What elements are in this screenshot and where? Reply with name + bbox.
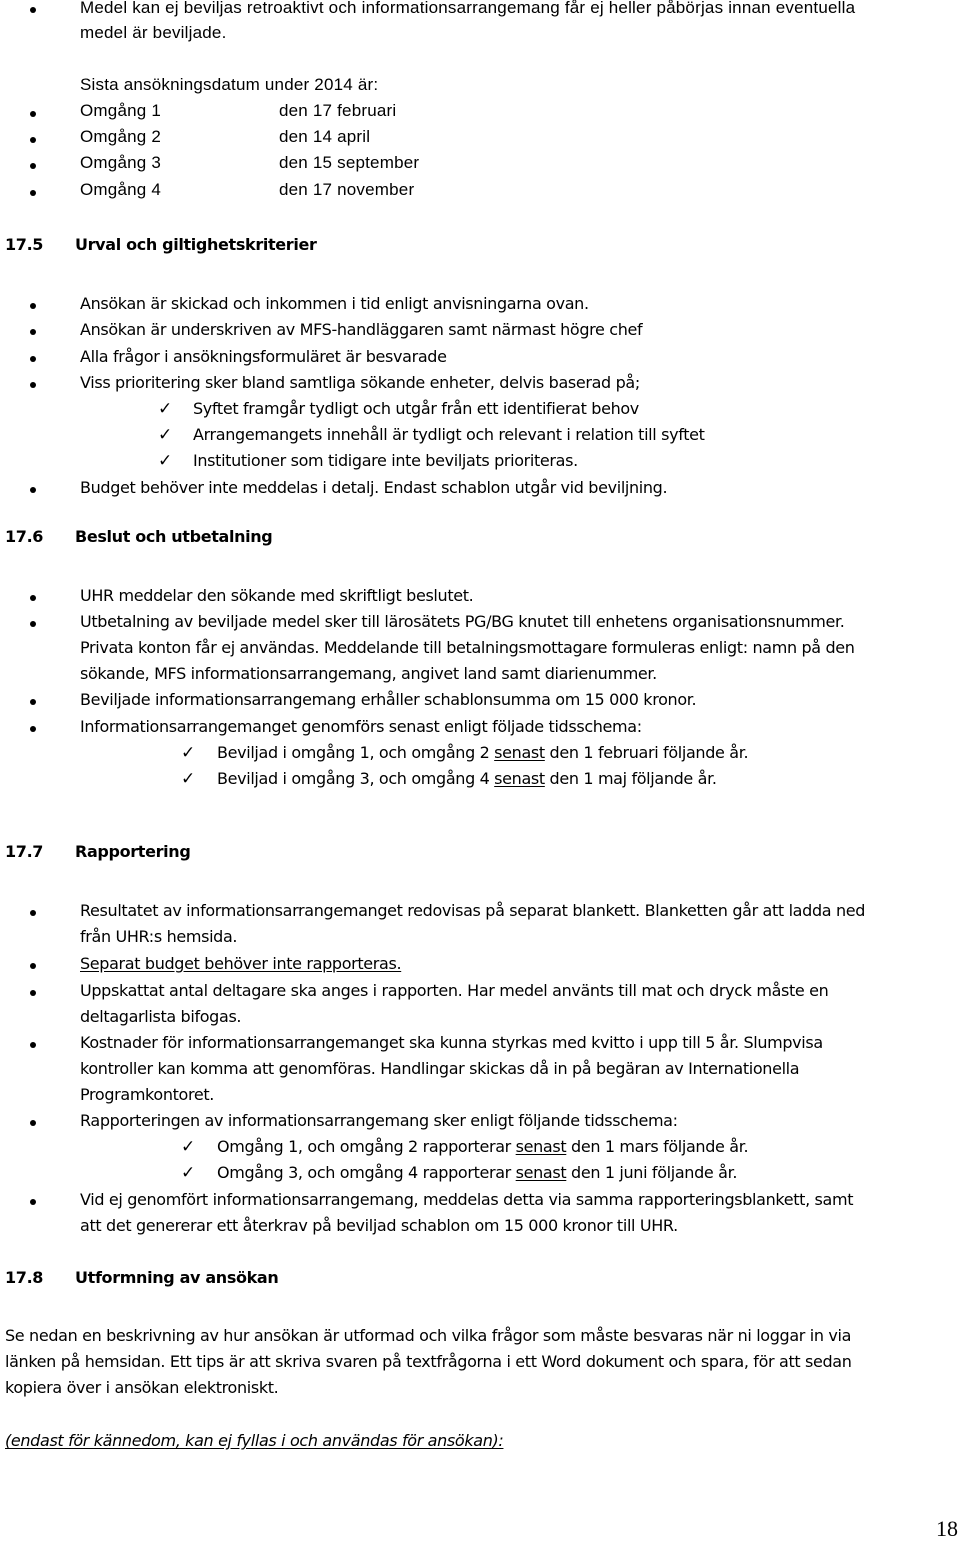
bullet-icon: [30, 137, 36, 143]
criteria-item: Alla frågor i ansökningsformuläret är besvarade: [80, 347, 447, 366]
note-text: (endast för kännedom, kan ej fyllas i och användas för ansökan):: [5, 1431, 504, 1450]
report-item: Rapporteringen av informationsarrangemang sker enligt följande tidsschema:: [80, 1111, 678, 1130]
report-item-line: från UHR:s hemsida.: [80, 927, 238, 946]
paragraph-line: länken på hemsidan. Ett tips är att skriva svaren på textfrågorna i ett Word dokument och spara, för att sedan: [5, 1352, 852, 1371]
bullet-icon: [30, 621, 36, 627]
bullet-icon: [30, 7, 36, 13]
payment-item: Informationsarrangemanget genomförs senast enligt följade tidsschema:: [80, 717, 642, 736]
page-number: 18: [936, 1516, 958, 1541]
schedule-check-item: Beviljad i omgång 3, och omgång 4 senast den 1 maj följande år.: [217, 769, 717, 788]
section-title: Urval och giltighetskriterier: [75, 235, 317, 254]
section-title: Beslut och utbetalning: [75, 527, 273, 546]
bullet-icon: [30, 699, 36, 705]
deadline-round: Omgång 3: [80, 153, 161, 172]
deadline-round: Omgång 2: [80, 127, 161, 146]
section-title: Utformning av ansökan: [75, 1268, 279, 1287]
bullet-icon: [30, 329, 36, 335]
bullet-icon: [30, 111, 36, 117]
bullet-icon: [30, 910, 36, 916]
deadlines-heading: Sista ansökningsdatum under 2014 är:: [80, 75, 379, 94]
report-item: Separat budget behöver inte rapporteras.: [80, 954, 402, 973]
bullet-icon: [30, 1199, 36, 1205]
section-number: 17.8: [5, 1268, 44, 1287]
paragraph-line: Se nedan en beskrivning av hur ansökan är utformad och vilka frågor som måste besvaras när ni loggar in via: [5, 1326, 852, 1345]
bullet-icon: [30, 163, 36, 169]
section-number: 17.5: [5, 235, 44, 254]
bullet-icon: [30, 1120, 36, 1126]
deadline-round: Omgång 4: [80, 180, 161, 199]
checkmark-icon: ✓: [158, 425, 173, 445]
checkmark-icon: ✓: [181, 769, 196, 789]
report-check-item: Omgång 1, och omgång 2 rapporterar senast den 1 mars följande år.: [217, 1137, 749, 1156]
report-item-line: Resultatet av informationsarrangemanget redovisas på separat blankett. Blanketten går att ladda ned: [80, 901, 866, 920]
bullet-icon: [30, 487, 36, 493]
criteria-item: Viss prioritering sker bland samtliga sökande enheter, delvis baserad på;: [80, 373, 640, 392]
top-text-line-2: medel är beviljade.: [80, 23, 227, 42]
payment-item: UHR meddelar den sökande med skriftligt beslutet.: [80, 586, 474, 605]
payment-item: Beviljade informationsarrangemang erhåller schablonsumma om 15 000 kronor.: [80, 690, 697, 709]
section-number: 17.7: [5, 842, 44, 861]
payment-item-line: sökande, MFS informationsarrangemang, angivet land samt diarienummer.: [80, 664, 657, 683]
criteria-check-item: Institutioner som tidigare inte beviljats prioriteras.: [193, 451, 578, 470]
criteria-item: Budget behöver inte meddelas i detalj. Endast schablon utgår vid beviljning.: [80, 478, 668, 497]
bullet-icon: [30, 990, 36, 996]
deadline-date: den 14 april: [279, 127, 371, 146]
report-item-line: Uppskattat antal deltagare ska anges i rapporten. Har medel använts till mat och dryck måste en: [80, 981, 829, 1000]
bullet-icon: [30, 303, 36, 309]
deadline-date: den 17 november: [279, 180, 415, 199]
criteria-item: Ansökan är skickad och inkommen i tid enligt anvisningarna ovan.: [80, 294, 589, 313]
section-title: Rapportering: [75, 842, 191, 861]
report-item-line: att det genererar ett återkrav på beviljad schablon om 15 000 kronor till UHR.: [80, 1216, 678, 1235]
report-item-line: Kostnader för informationsarrangemanget ska kunna styrkas med kvitto i upp till 5 år. Slumpvisa: [80, 1033, 823, 1052]
bullet-icon: [30, 595, 36, 601]
top-text-line-1: Medel kan ej beviljas retroaktivt och informationsarrangemang får ej heller påbörjas innan eventuella: [80, 0, 856, 17]
deadline-date: den 15 september: [279, 153, 420, 172]
bullet-icon: [30, 356, 36, 362]
report-item-line: Vid ej genomfört informationsarrangemang, meddelas detta via samma rapporteringsblankett, samt: [80, 1190, 854, 1209]
criteria-check-item: Arrangemangets innehåll är tydligt och relevant i relation till syftet: [193, 425, 705, 444]
checkmark-icon: ✓: [158, 451, 173, 471]
checkmark-icon: ✓: [158, 399, 173, 419]
deadline-date: den 17 februari: [279, 101, 397, 120]
payment-item-line: Privata konton får ej användas. Meddelande till betalningsmottagare formuleras enligt: namn på den: [80, 638, 855, 657]
report-check-item: Omgång 3, och omgång 4 rapporterar senast den 1 juni följande år.: [217, 1163, 738, 1182]
schedule-check-item: Beviljad i omgång 1, och omgång 2 senast den 1 februari följande år.: [217, 743, 749, 762]
bullet-icon: [30, 382, 36, 388]
bullet-icon: [30, 190, 36, 196]
criteria-item: Ansökan är underskriven av MFS-handläggaren samt närmast högre chef: [80, 320, 643, 339]
checkmark-icon: ✓: [181, 1163, 196, 1183]
section-number: 17.6: [5, 527, 44, 546]
payment-item-line: Utbetalning av beviljade medel sker till lärosätets PG/BG knutet till enhetens organisationsnummer.: [80, 612, 845, 631]
criteria-check-item: Syftet framgår tydligt och utgår från ett identifierat behov: [193, 399, 639, 418]
checkmark-icon: ✓: [181, 1137, 196, 1157]
paragraph-line: kopiera över i ansökan elektroniskt.: [5, 1378, 279, 1397]
bullet-icon: [30, 726, 36, 732]
report-item-line: deltagarlista bifogas.: [80, 1007, 242, 1026]
deadline-round: Omgång 1: [80, 101, 161, 120]
bullet-icon: [30, 1042, 36, 1048]
report-item-line: Programkontoret.: [80, 1085, 215, 1104]
checkmark-icon: ✓: [181, 743, 196, 763]
report-item-line: kontroller kan komma att genomföras. Handlingar skickas då in på begäran av Internationella: [80, 1059, 800, 1078]
bullet-icon: [30, 963, 36, 969]
